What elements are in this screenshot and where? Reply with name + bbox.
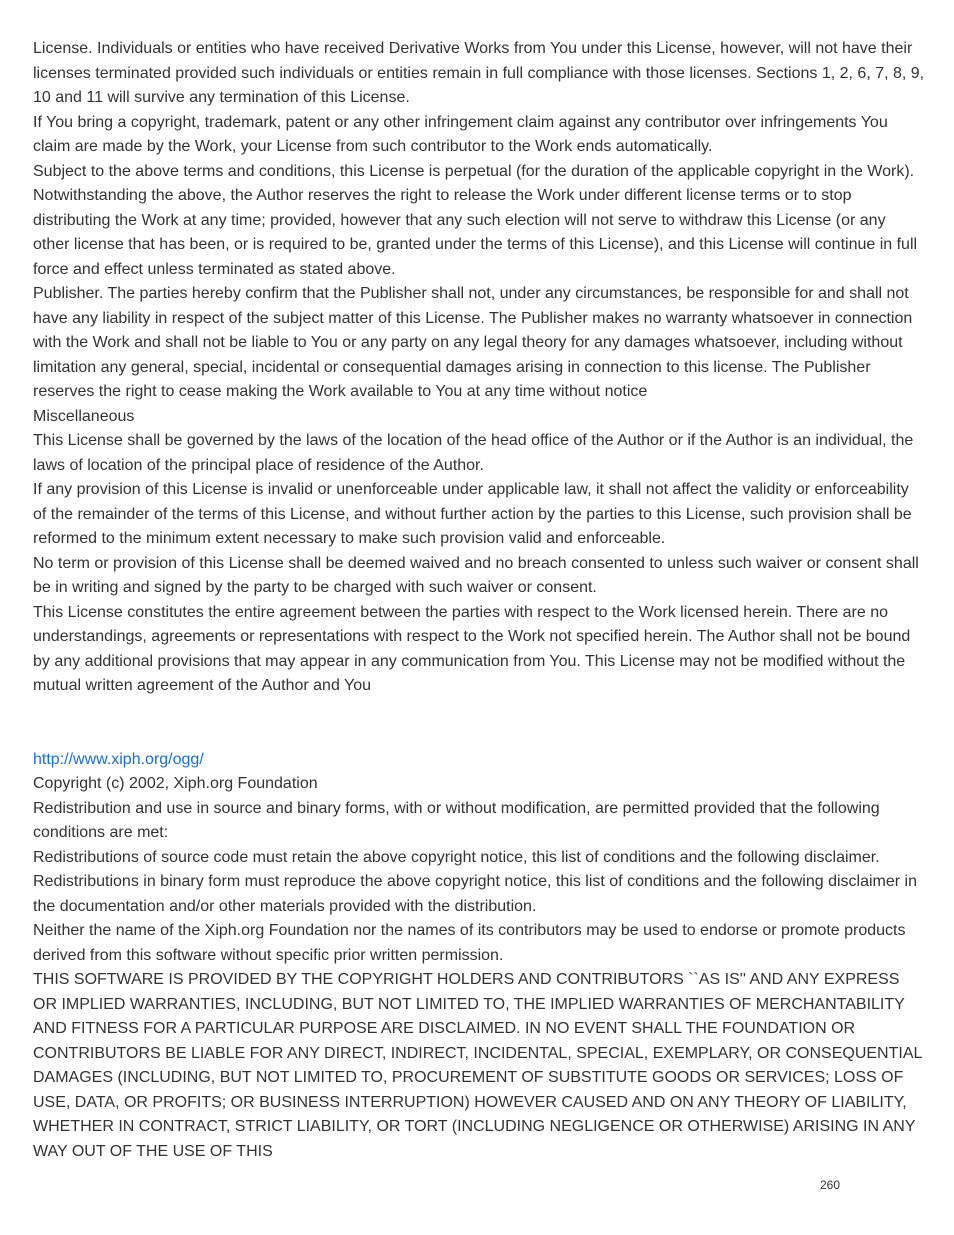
waiver-paragraph: No term or provision of this License shall be deemed waived and no breach consented to unless such waiver or consent shall be in writing and signed by the party to be charged with such waiver or consent.: [33, 554, 919, 596]
xiph-endorse-condition: Neither the name of the Xiph.org Foundation nor the names of its contributors may be used to endorse or promote products derived from this software without specific prior written permission.: [33, 922, 906, 964]
xiph-disclaimer-paragraph: THIS SOFTWARE IS PROVIDED BY THE COPYRIGHT HOLDERS AND CONTRIBUTORS ``AS IS'' AND ANY EXPRESS OR IMPLIED WARRANTIES, INCLUDING, BUT NOT LIMITED TO, THE IMPLIED WARRANTIES OF MERCHANTABILITY AND FITNESS FOR A PARTICULAR PURPOSE ARE DISCLAIMED. IN NO EVENT SHALL THE FOUNDATION OR CONTRIBUTORS BE LIABLE FOR ANY DIRECT, INDIRECT, INCIDENTAL, SPECIAL, EXEMPLARY, OR CONSEQUENTIAL DAMAGES (INCLUDING, BUT NOT LIMITED TO, PROCUREMENT OF SUBSTITUTE GOODS OR SERVICES; LOSS OF USE, DATA, OR PROFITS; OR BUSINESS INTERRUPTION) HOWEVER CAUSED AND ON ANY THEORY OF LIABILITY, WHETHER IN CONTRACT, STRICT LIABILITY, OR TORT (INCLUDING NEGLIGENCE OR OTHERWISE) ARISING IN ANY WAY OUT OF THE USE OF THIS: [33, 971, 922, 1160]
entire-agreement-paragraph: This License constitutes the entire agreement between the parties with respect to the Work licensed herein. There are no understandings, agreements or representations with respect to the Work not specified herein. The Author shall not be bound by any additional provisions that may appear in any communication from You. This License may not be modified without the mutual written agreement of the Author and You: [33, 603, 911, 694]
xiph-copyright-line: Copyright (c) 2002, Xiph.org Foundation: [33, 775, 318, 792]
xiph-ogg-link[interactable]: http://www.xiph.org/ogg/: [33, 750, 204, 768]
infringement-claim-paragraph: If You bring a copyright, trademark, patent or any other infringement claim against any contributor over infringements You claim are made by the Work, your License from such contributor to the Work ends automatically.: [33, 113, 888, 155]
document-page: [33, 37, 925, 1164]
xiph-redistribution-paragraph: Redistribution and use in source and binary forms, with or without modification, are permitted provided that the following conditions are met:: [33, 799, 880, 841]
publisher-paragraph: Publisher. The parties hereby confirm that the Publisher shall not, under any circumstances, be responsible for and shall not have any liability in respect of the subject matter of this License. The Publisher makes no warranty whatsoever in connection with the Work and shall not be liable to You or any party on any legal theory for any damages whatsoever, including without limitation any general, special, incidental or consequential damages arising in connection to this license. The Publisher reserves the right to cease making the Work available to You at any time without notice: [33, 285, 913, 400]
perpetual-license-paragraph: Subject to the above terms and conditions, this License is perpetual (for the duration of the applicable copyright in the Work). Notwithstanding the above, the Author reserves the right to release the Work under different license terms or to stop distributing the Work at any time; provided, however that any such election will not serve to withdraw this License (or any other license that has been, or is required to be, granted under the terms of this License), and this License will continue in full force and effect unless terminated as stated above.: [33, 162, 918, 278]
page-number: 260: [820, 1178, 841, 1192]
xiph-binary-condition: Redistributions in binary form must reproduce the above copyright notice, this list of conditions and the following disclaimer in the documentation and/or other materials provided with the distribution.: [33, 873, 917, 915]
severability-paragraph: If any provision of this License is invalid or unenforceable under applicable law, it shall not affect the validity or enforceability of the remainder of the terms of this License, and without further action by the parties to this License, such provision shall be reformed to the minimum extent necessary to make such provision valid and enforceable.: [33, 481, 912, 547]
governing-law-paragraph: This License shall be governed by the laws of the location of the head office of the Author or if the Author is an individual, the laws of location of the principal place of residence of the Author.: [33, 432, 914, 474]
section-spacer: [33, 699, 925, 748]
license-termination-paragraph: License. Individuals or entities who have received Derivative Works from You under this License, however, will not have their licenses terminated provided such individuals or entities remain in full compliance with those licenses. Sections 1, 2, 6, 7, 8, 9, 10 and 11 will survive any termination of this License.: [33, 40, 925, 106]
xiph-source-condition: Redistributions of source code must retain the above copyright notice, this list of conditions and the following disclaimer.: [33, 848, 880, 866]
miscellaneous-heading: Miscellaneous: [33, 407, 135, 425]
xiph-link-line: [33, 748, 925, 773]
